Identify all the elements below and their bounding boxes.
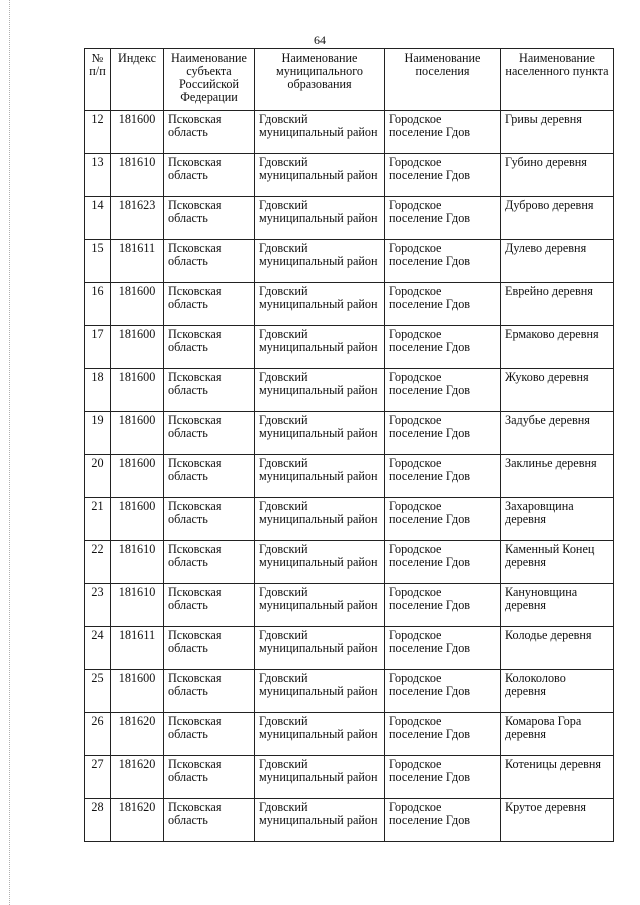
cell-number: 20	[85, 455, 111, 498]
cell-municipal: Гдовский муниципальный район	[255, 455, 385, 498]
cell-subject: Псковская область	[164, 283, 255, 326]
cell-index: 181610	[111, 154, 164, 197]
cell-settlement: Городское поселение Гдов	[385, 326, 501, 369]
cell-number: 27	[85, 756, 111, 799]
cell-subject: Псковская область	[164, 584, 255, 627]
cell-subject: Псковская область	[164, 670, 255, 713]
cell-municipal: Гдовский муниципальный район	[255, 498, 385, 541]
cell-number: 25	[85, 670, 111, 713]
header-index: Индекс	[111, 49, 164, 111]
cell-settlement: Городское поселение Гдов	[385, 713, 501, 756]
cell-subject: Псковская область	[164, 197, 255, 240]
cell-locality: Губино деревня	[501, 154, 614, 197]
cell-index: 181620	[111, 756, 164, 799]
cell-index: 181600	[111, 455, 164, 498]
cell-index: 181600	[111, 369, 164, 412]
cell-settlement: Городское поселение Гдов	[385, 627, 501, 670]
table-row	[85, 154, 614, 197]
cell-settlement: Городское поселение Гдов	[385, 584, 501, 627]
cell-number: 12	[85, 111, 111, 154]
cell-subject: Псковская область	[164, 627, 255, 670]
cell-settlement: Городское поселение Гдов	[385, 498, 501, 541]
cell-municipal: Гдовский муниципальный район	[255, 584, 385, 627]
cell-municipal: Гдовский муниципальный район	[255, 240, 385, 283]
cell-subject: Псковская область	[164, 498, 255, 541]
cell-locality: Гривы деревня	[501, 111, 614, 154]
cell-number: 18	[85, 369, 111, 412]
cell-settlement: Городское поселение Гдов	[385, 369, 501, 412]
table-header-row	[85, 49, 614, 111]
cell-number: 21	[85, 498, 111, 541]
cell-number: 13	[85, 154, 111, 197]
cell-index: 181600	[111, 670, 164, 713]
cell-index: 181620	[111, 713, 164, 756]
cell-subject: Псковская область	[164, 369, 255, 412]
header-locality: Наименование населенного пункта	[501, 49, 614, 111]
cell-municipal: Гдовский муниципальный район	[255, 326, 385, 369]
table-row	[85, 627, 614, 670]
cell-municipal: Гдовский муниципальный район	[255, 369, 385, 412]
cell-settlement: Городское поселение Гдов	[385, 412, 501, 455]
table-row	[85, 670, 614, 713]
cell-locality: Кануновщина деревня	[501, 584, 614, 627]
cell-index: 181610	[111, 541, 164, 584]
cell-index: 181620	[111, 799, 164, 842]
cell-subject: Псковская область	[164, 799, 255, 842]
cell-index: 181611	[111, 627, 164, 670]
cell-municipal: Гдовский муниципальный район	[255, 197, 385, 240]
cell-index: 181610	[111, 584, 164, 627]
cell-settlement: Городское поселение Гдов	[385, 197, 501, 240]
cell-locality: Жуково деревня	[501, 369, 614, 412]
cell-settlement: Городское поселение Гдов	[385, 756, 501, 799]
cell-number: 14	[85, 197, 111, 240]
cell-subject: Псковская область	[164, 111, 255, 154]
cell-number: 19	[85, 412, 111, 455]
cell-municipal: Гдовский муниципальный район	[255, 154, 385, 197]
cell-index: 181600	[111, 111, 164, 154]
cell-index: 181600	[111, 326, 164, 369]
cell-municipal: Гдовский муниципальный район	[255, 713, 385, 756]
cell-locality: Дулево деревня	[501, 240, 614, 283]
cell-subject: Псковская область	[164, 455, 255, 498]
table-row	[85, 240, 614, 283]
cell-settlement: Городское поселение Гдов	[385, 283, 501, 326]
cell-locality: Колодье деревня	[501, 627, 614, 670]
table-row	[85, 369, 614, 412]
page-number: 64	[314, 33, 326, 47]
table-row	[85, 111, 614, 154]
cell-settlement: Городское поселение Гдов	[385, 455, 501, 498]
cell-index: 181600	[111, 412, 164, 455]
table-row	[85, 283, 614, 326]
settlements-table	[84, 48, 614, 842]
cell-settlement: Городское поселение Гдов	[385, 541, 501, 584]
cell-number: 22	[85, 541, 111, 584]
cell-number: 26	[85, 713, 111, 756]
cell-subject: Псковская область	[164, 713, 255, 756]
cell-settlement: Городское поселение Гдов	[385, 154, 501, 197]
cell-municipal: Гдовский муниципальный район	[255, 627, 385, 670]
cell-number: 17	[85, 326, 111, 369]
cell-index: 181600	[111, 498, 164, 541]
table-row	[85, 197, 614, 240]
cell-locality: Комарова Гора деревня	[501, 713, 614, 756]
cell-locality: Крутое деревня	[501, 799, 614, 842]
table-row	[85, 455, 614, 498]
cell-municipal: Гдовский муниципальный район	[255, 412, 385, 455]
table-row	[85, 498, 614, 541]
cell-settlement: Городское поселение Гдов	[385, 240, 501, 283]
cell-municipal: Гдовский муниципальный район	[255, 670, 385, 713]
table-row	[85, 412, 614, 455]
cell-locality: Каменный Конец деревня	[501, 541, 614, 584]
cell-index: 181623	[111, 197, 164, 240]
table-row	[85, 541, 614, 584]
cell-number: 16	[85, 283, 111, 326]
cell-index: 181600	[111, 283, 164, 326]
cell-settlement: Городское поселение Гдов	[385, 799, 501, 842]
table-row	[85, 756, 614, 799]
cell-municipal: Гдовский муниципальный район	[255, 541, 385, 584]
table-row	[85, 713, 614, 756]
cell-subject: Псковская область	[164, 154, 255, 197]
cell-locality: Заклинье деревня	[501, 455, 614, 498]
table-row	[85, 799, 614, 842]
cell-number: 28	[85, 799, 111, 842]
table-row	[85, 326, 614, 369]
header-municipal: Наименование муниципального образования	[255, 49, 385, 111]
cell-settlement: Городское поселение Гдов	[385, 111, 501, 154]
cell-locality: Задубье деревня	[501, 412, 614, 455]
cell-subject: Псковская область	[164, 412, 255, 455]
table-row	[85, 584, 614, 627]
cell-number: 24	[85, 627, 111, 670]
cell-municipal: Гдовский муниципальный район	[255, 799, 385, 842]
cell-subject: Псковская область	[164, 326, 255, 369]
cell-subject: Псковская область	[164, 756, 255, 799]
header-settlement: Наименование поселения	[385, 49, 501, 111]
cell-municipal: Гдовский муниципальный район	[255, 111, 385, 154]
binding-margin-line	[9, 0, 10, 905]
cell-locality: Колоколово деревня	[501, 670, 614, 713]
header-subject: Наименование субъекта Российской Федерации	[164, 49, 255, 111]
cell-subject: Псковская область	[164, 240, 255, 283]
cell-number: 15	[85, 240, 111, 283]
cell-locality: Дуброво деревня	[501, 197, 614, 240]
cell-settlement: Городское поселение Гдов	[385, 670, 501, 713]
header-number: № п/п	[85, 49, 111, 111]
cell-locality: Ермаково деревня	[501, 326, 614, 369]
table-body	[85, 111, 614, 842]
cell-subject: Псковская область	[164, 541, 255, 584]
cell-locality: Еврейно деревня	[501, 283, 614, 326]
cell-municipal: Гдовский муниципальный район	[255, 756, 385, 799]
cell-number: 23	[85, 584, 111, 627]
cell-locality: Котеницы деревня	[501, 756, 614, 799]
cell-locality: Захаровщина деревня	[501, 498, 614, 541]
cell-municipal: Гдовский муниципальный район	[255, 283, 385, 326]
cell-index: 181611	[111, 240, 164, 283]
